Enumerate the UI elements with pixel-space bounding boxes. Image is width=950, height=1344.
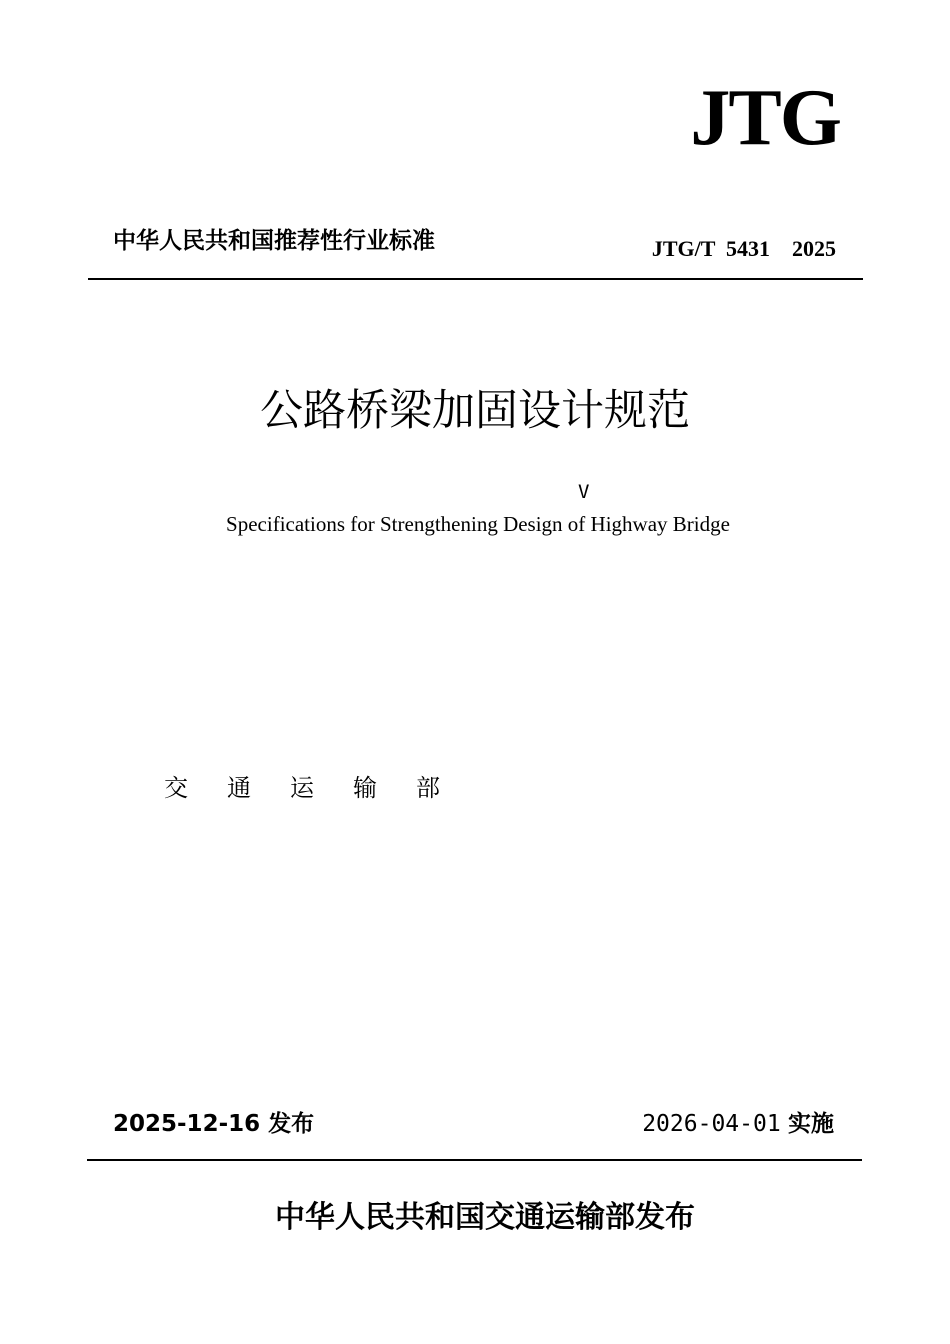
title-mark: V bbox=[578, 481, 590, 503]
implementation-date: 2026-04-01 bbox=[642, 1111, 781, 1137]
implementation-date-block bbox=[642, 1113, 834, 1136]
top-divider bbox=[88, 278, 863, 280]
document-title-english: Specifications for Strengthening Design of Highway Bridge bbox=[226, 512, 730, 536]
standard-category: 中华人民共和国推荐性行业标准 bbox=[113, 228, 435, 254]
bottom-divider bbox=[87, 1159, 862, 1161]
issue-date: 2025-12-16 发布 bbox=[113, 1111, 315, 1137]
standard-number: JTG/T 5431 2025 bbox=[651, 236, 836, 261]
jtg-logo: JTG bbox=[690, 74, 840, 162]
document-title-chinese: 公路桥梁加固设计规范 bbox=[260, 386, 690, 436]
implementation-label: 实施 bbox=[788, 1111, 834, 1137]
publisher: 中华人民共和国交通运输部发布 bbox=[275, 1200, 695, 1235]
ministry-name: 交通运输部 bbox=[164, 774, 479, 802]
